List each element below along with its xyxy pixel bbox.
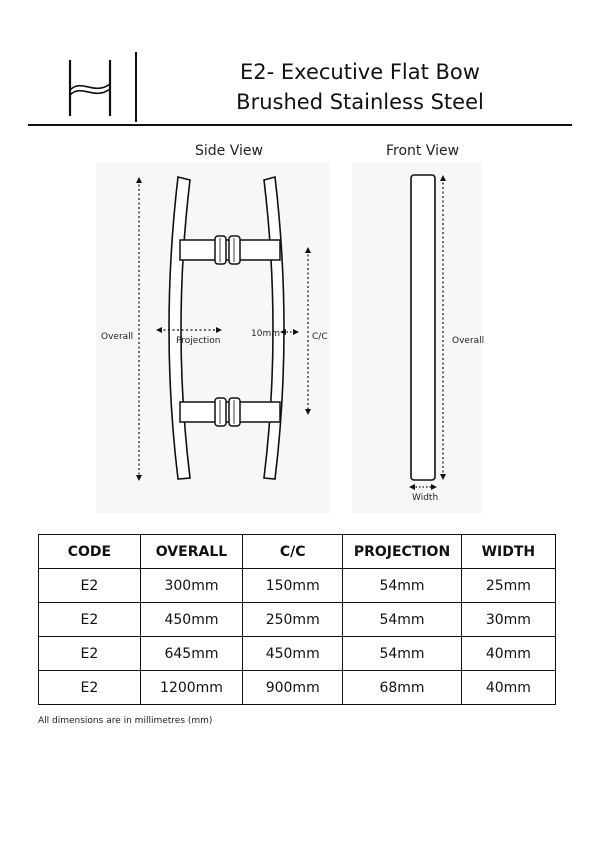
cell-width: 40mm	[461, 671, 555, 705]
header-projection: PROJECTION	[343, 535, 462, 569]
cell-width: 30mm	[461, 603, 555, 637]
cell-code: E2	[39, 637, 141, 671]
header-width: WIDTH	[461, 535, 555, 569]
front-overall-label: Overall	[452, 336, 485, 346]
standoff-label: 10mm	[251, 329, 280, 339]
front-view-label: Front View	[386, 143, 460, 159]
cell-projection: 68mm	[343, 671, 462, 705]
upper-standoff	[180, 236, 280, 264]
right-bow-handle	[264, 177, 284, 479]
cell-width: 25mm	[461, 569, 555, 603]
cell-code: E2	[39, 569, 141, 603]
header-cc: C/C	[243, 535, 343, 569]
header-overall: OVERALL	[140, 535, 242, 569]
side-view-label: Side View	[195, 143, 263, 159]
table-row	[39, 569, 556, 603]
cell-overall: 1200mm	[140, 671, 242, 705]
width-label: Width	[412, 493, 439, 503]
table-row	[39, 603, 556, 637]
cc-label: C/C	[312, 332, 328, 342]
front-view-handle	[411, 175, 435, 480]
projection-label: Projection	[176, 336, 221, 346]
cell-projection: 54mm	[343, 637, 462, 671]
cell-width: 40mm	[461, 637, 555, 671]
cell-cc: 150mm	[243, 569, 343, 603]
left-bow-handle	[169, 177, 190, 479]
table-header-row	[39, 535, 556, 569]
overall-label: Overall	[101, 332, 134, 342]
table-row	[39, 671, 556, 705]
cell-projection: 54mm	[343, 603, 462, 637]
cell-code: E2	[39, 603, 141, 637]
cell-overall: 645mm	[140, 637, 242, 671]
page-title-line2: Brushed Stainless Steel	[236, 90, 484, 114]
cell-projection: 54mm	[343, 569, 462, 603]
cell-cc: 450mm	[243, 637, 343, 671]
cell-overall: 450mm	[140, 603, 242, 637]
header-code: CODE	[39, 535, 141, 569]
cell-cc: 900mm	[243, 671, 343, 705]
cell-code: E2	[39, 671, 141, 705]
table-row	[39, 637, 556, 671]
lower-standoff	[180, 398, 280, 426]
specification-table	[38, 534, 556, 705]
units-note: All dimensions are in millimetres (mm)	[38, 716, 213, 726]
page-title-line1: E2- Executive Flat Bow	[240, 60, 480, 84]
cell-cc: 250mm	[243, 603, 343, 637]
cell-overall: 300mm	[140, 569, 242, 603]
